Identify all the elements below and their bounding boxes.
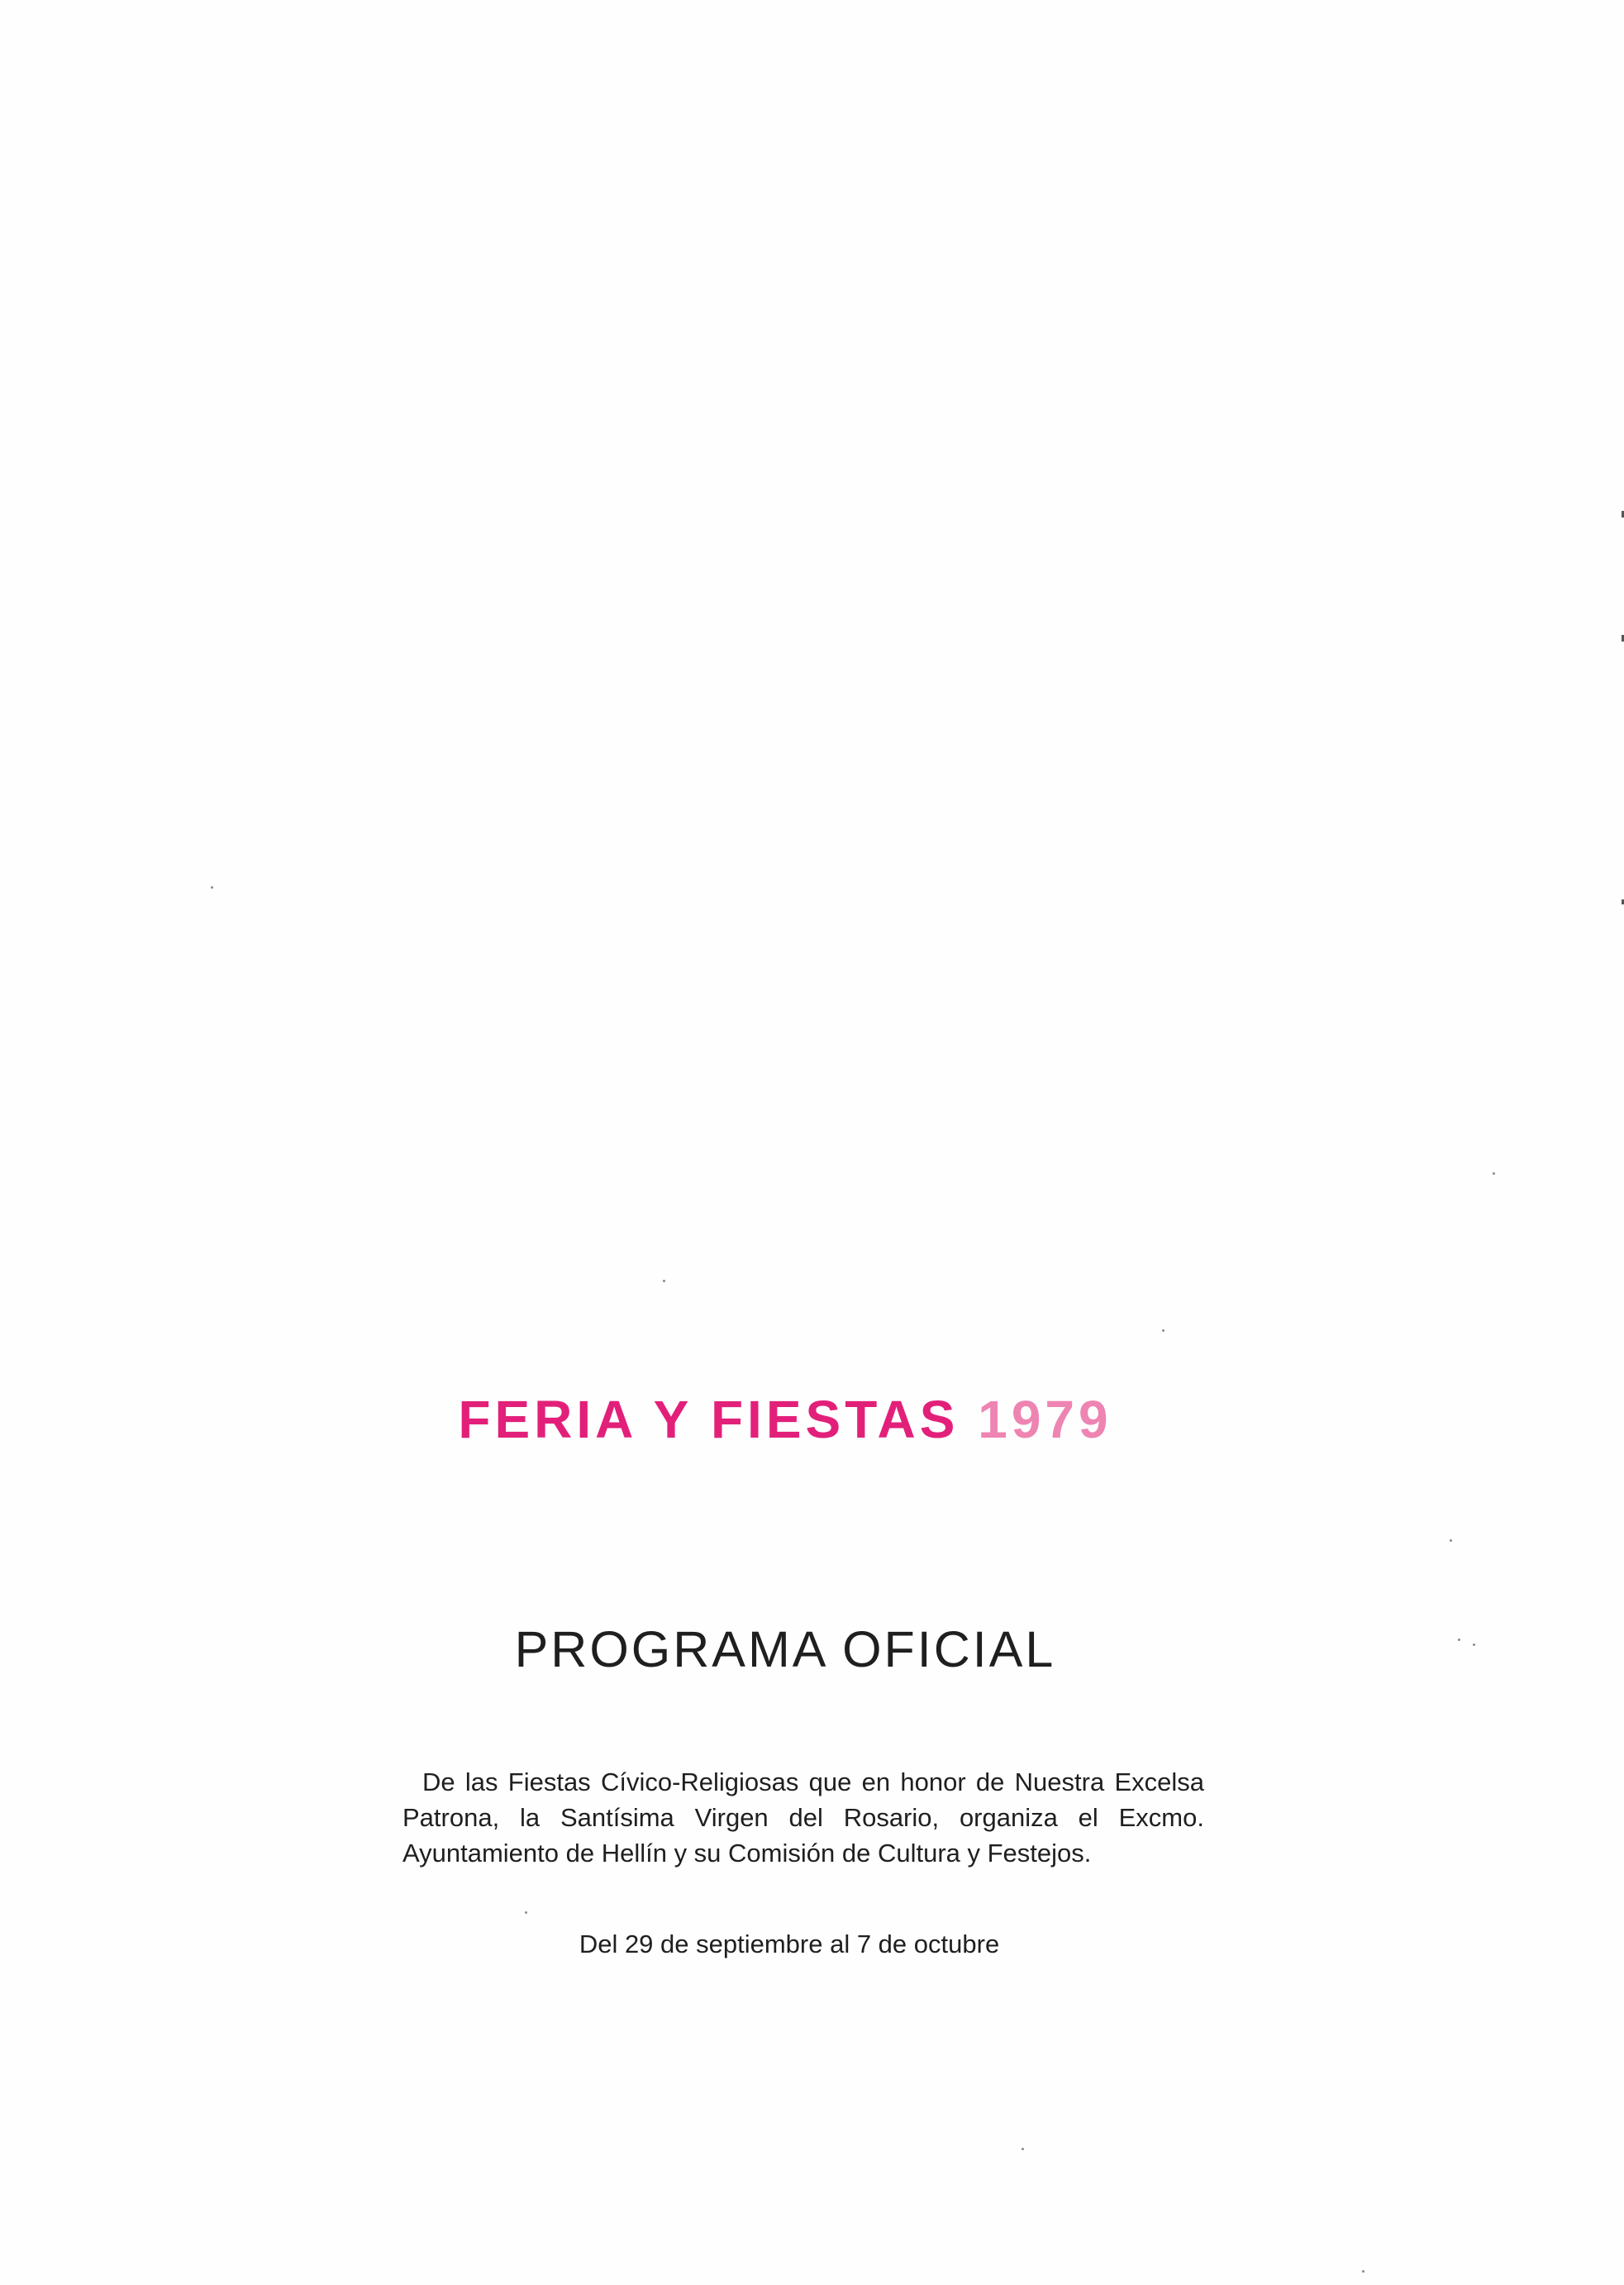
paper-speck bbox=[211, 886, 213, 889]
paper-speck bbox=[525, 1911, 527, 1914]
paper-speck bbox=[1473, 1643, 1475, 1646]
fair-title-main: FERIA Y FIESTAS bbox=[458, 1390, 960, 1449]
paper-speck bbox=[1162, 1329, 1164, 1332]
paper-speck bbox=[1362, 2270, 1364, 2273]
paper-speck bbox=[1022, 2148, 1024, 2150]
paper-speck bbox=[663, 1280, 665, 1282]
fair-title-year: 1979 bbox=[978, 1390, 1112, 1449]
program-title: PROGRAMA OFICIAL bbox=[514, 1621, 1056, 1677]
festival-dates: Del 29 de septiembre al 7 de octubre bbox=[579, 1930, 1000, 1958]
paper-speck bbox=[1493, 1172, 1495, 1175]
fair-title bbox=[0, 1389, 1570, 1450]
paper-speck bbox=[1450, 1539, 1452, 1542]
paper-speck bbox=[1458, 1639, 1460, 1641]
intro-paragraph: De las Fiestas Cívico-Religiosas que en honor de Nuestra Excelsa Patrona, la Santísima Virgen del Rosario, organiza el Excmo. Ayuntamiento de Hellín y su Comisión de Cultura y Festejos. bbox=[402, 1767, 1204, 1868]
